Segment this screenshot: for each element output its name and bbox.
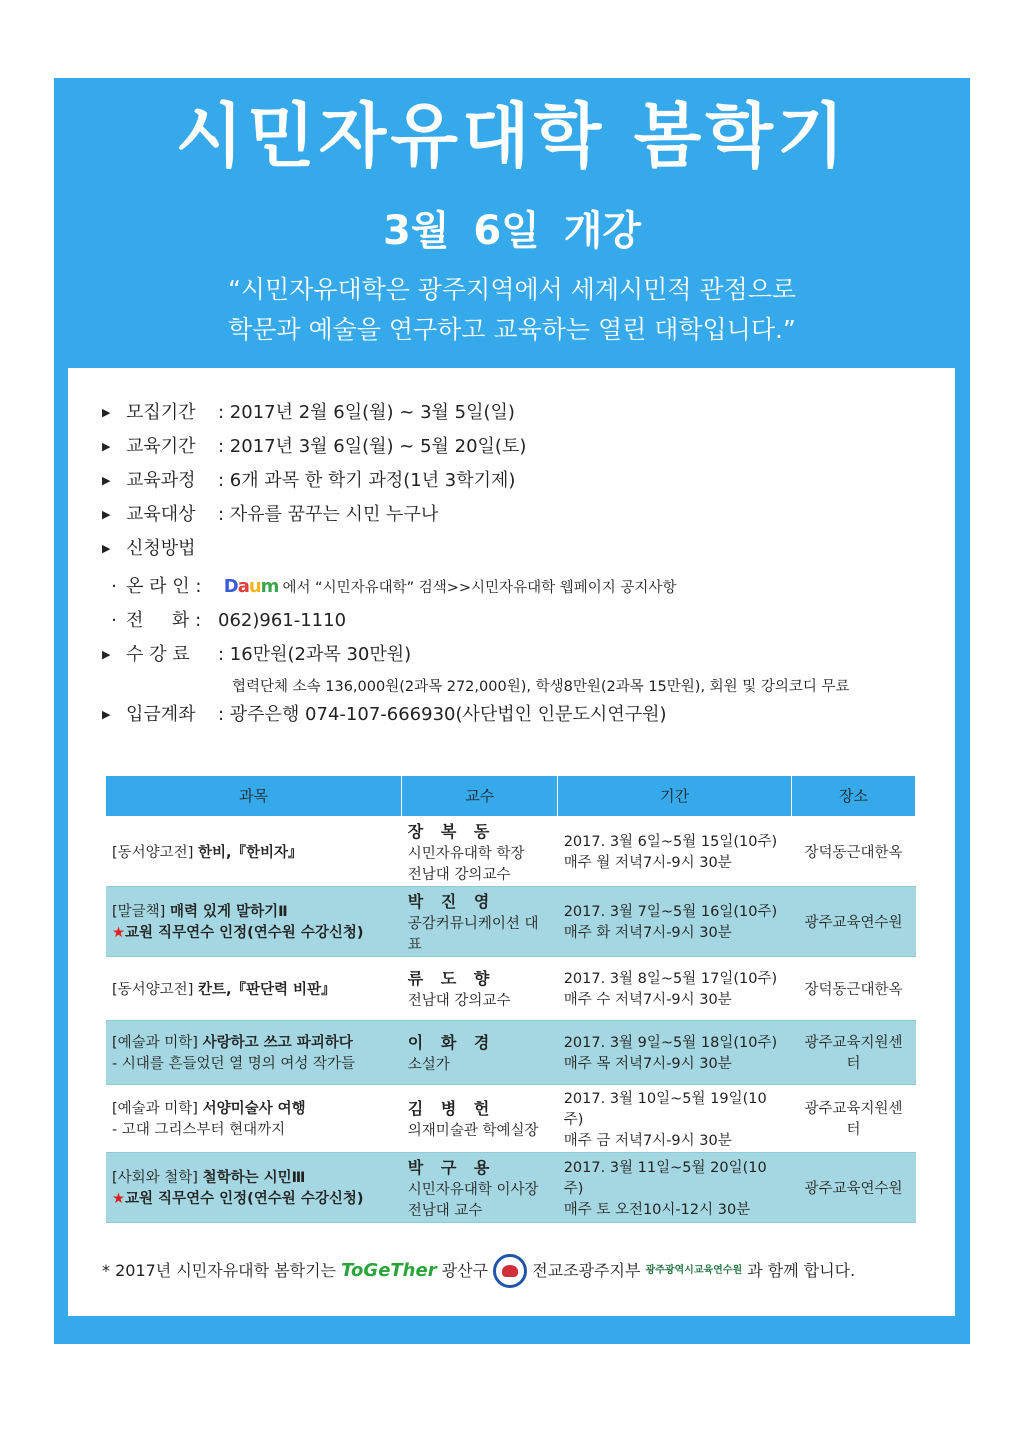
table-row	[106, 1084, 916, 1152]
subject-category: [말글책]	[112, 904, 166, 920]
professor-name: 김 병 헌	[407, 1099, 496, 1118]
together-logo: ToGeTher	[341, 1259, 437, 1281]
subject-note: - 시대를 흔들었던 열 명의 여성 작가들	[112, 1056, 355, 1072]
subject-note: ★교원 직무연수 인정(연수원 수강신청)	[112, 1191, 364, 1207]
professor-name: 박 진 영	[407, 891, 496, 911]
table-row	[106, 816, 916, 886]
subject-category: [동서양고전]	[112, 981, 194, 998]
footer-prefix: * 2017년 시민자유대학 봄학기는	[102, 1260, 336, 1280]
info-account	[102, 700, 667, 730]
place-cell: 장덕동근대한옥	[792, 956, 916, 1020]
info-label: 교육대상	[126, 504, 196, 525]
professor-info: 소설가	[407, 1057, 450, 1073]
quote-line-1: “시민자유대학은 광주지역에서 세계시민적 관점으로	[227, 275, 797, 304]
footer-suffix: 과 함께 합니다.	[747, 1260, 856, 1280]
professor-name: 장 복 동	[407, 821, 496, 841]
info-period	[102, 432, 526, 462]
subject-cell	[106, 956, 402, 1020]
intro-quote	[0, 270, 1024, 350]
info-fee-note: 협력단체 소속 136,000원(2과목 272,000원), 학생8만원(2과목 15만원), 회원 및 강의코디 무료	[232, 679, 850, 695]
professor-cell	[402, 956, 558, 1020]
bullet-icon: ▶	[102, 542, 111, 555]
bullet-icon: ▶	[102, 708, 111, 721]
course-table	[106, 776, 916, 1223]
professor-cell	[402, 1152, 558, 1222]
period-dates: 2017. 3월 10일~5월 19일(10주)	[563, 1090, 767, 1128]
professor-info: 공감커뮤니케이션 대표	[407, 915, 539, 953]
professor-name: 류 도 향	[407, 969, 496, 988]
page-subtitle: 3월 6일 개강	[382, 208, 642, 254]
period-dates: 2017. 3월 11일~5월 20일(10주)	[563, 1159, 767, 1197]
professor-info: 시민자유대학 학장	[407, 845, 525, 862]
subject-cell	[106, 816, 402, 886]
partner-union: 전교조광주지부	[532, 1260, 641, 1280]
period-dates: 2017. 3월 8일~5월 17일(10주)	[563, 971, 778, 987]
union-logo-icon	[493, 1254, 527, 1288]
info-apply	[102, 534, 218, 564]
info-phone	[102, 606, 346, 636]
info-recruit	[102, 398, 515, 428]
period-cell	[558, 1084, 792, 1152]
subject-category: [예술과 미학]	[112, 1035, 198, 1051]
info-online	[102, 572, 676, 603]
info-value: : 16만원(2과목 30만원)	[218, 644, 412, 665]
info-label: 입금계좌	[126, 704, 196, 725]
info-value: : 광주은행 074-107-666930(사단법인 인문도시연구원)	[218, 704, 667, 725]
period-dates: 2017. 3월 9일~5월 18일(10주)	[563, 1035, 778, 1051]
period-cell	[558, 956, 792, 1020]
info-label: 온 라 인 :	[126, 576, 202, 597]
subject-title: 매력 있게 말하기Ⅱ	[169, 904, 288, 920]
bullet-icon: ▶	[102, 508, 111, 521]
period-cell	[558, 1152, 792, 1222]
star-icon: ★	[112, 925, 125, 941]
place-cell: 광주교육지원센터	[792, 1020, 916, 1084]
professor-name: 이 화 경	[407, 1033, 496, 1052]
professor-info: 전남대 강의교수	[407, 993, 511, 1009]
subject-title: 사랑하고 쓰고 파괴하다	[202, 1035, 353, 1051]
place-cell: 장덕동근대한옥	[792, 816, 916, 886]
column-header: 장소	[792, 776, 916, 816]
footer-partners	[102, 1252, 922, 1288]
professor-info: 전남대 강의교수	[407, 866, 511, 883]
table-row	[106, 1152, 916, 1222]
column-header: 교수	[402, 776, 558, 816]
info-label: 모집기간	[126, 402, 196, 423]
table-header-row	[106, 776, 916, 816]
subject-title: 한비,『한비자』	[197, 844, 303, 861]
period-time: 매주 토 오전10시-12시 30분	[563, 1201, 751, 1218]
professor-info: 시민자유대학 이사장	[407, 1181, 539, 1198]
place-cell: 광주교육지원센터	[792, 1084, 916, 1152]
period-cell	[558, 886, 792, 956]
info-value: : 6개 과목 한 학기 과정(1년 3학기제)	[218, 470, 516, 491]
partner-gwangsan: 광산구	[441, 1260, 489, 1280]
period-cell	[558, 816, 792, 886]
period-time: 매주 금 저녁7시-9시 30분	[563, 1132, 732, 1149]
subject-title: 철학하는 시민Ⅲ	[202, 1170, 306, 1186]
period-time: 매주 화 저녁7시-9시 30분	[563, 925, 732, 941]
professor-info: 의재미술관 학예실장	[407, 1123, 539, 1139]
info-label: 교육기간	[126, 436, 196, 457]
info-value: 062)961-1110	[218, 610, 347, 631]
quote-line-2: 학문과 예술을 연구하고 교육하는 열린 대학입니다.”	[228, 315, 796, 344]
professor-cell	[402, 1084, 558, 1152]
info-label: 수 강 료	[126, 644, 190, 665]
table-row	[106, 956, 916, 1020]
subject-cell	[106, 886, 402, 956]
period-time: 매주 목 저녁7시-9시 30분	[563, 1056, 732, 1072]
bullet-icon: ▶	[102, 406, 111, 419]
professor-cell	[402, 886, 558, 956]
column-header: 기간	[558, 776, 792, 816]
bullet-icon: ▶	[102, 474, 111, 487]
info-label: 신청방법	[126, 538, 196, 559]
subject-cell	[106, 1020, 402, 1084]
info-value: : 2017년 2월 6일(월) ~ 3월 5일(일)	[218, 402, 515, 423]
subject-cell	[106, 1152, 402, 1222]
period-dates: 2017. 3월 7일~5월 16일(10주)	[563, 904, 778, 920]
subject-category: [예술과 미학]	[112, 1101, 198, 1117]
info-label: 전 화 :	[126, 610, 202, 631]
subject-category: [사회와 철학]	[112, 1170, 198, 1186]
subject-note: ★교원 직무연수 인정(연수원 수강신청)	[112, 925, 364, 941]
subject-cell	[106, 1084, 402, 1152]
education-institute-logo: 광주광역시교육연수원	[645, 1264, 743, 1276]
professor-cell	[402, 1020, 558, 1084]
daum-logo: Daum	[223, 576, 279, 597]
star-icon: ★	[112, 1191, 125, 1207]
info-target	[102, 500, 438, 530]
info-fee	[102, 640, 411, 670]
bullet-icon: ▶	[102, 648, 111, 661]
info-label: 교육과정	[126, 470, 196, 491]
table-row	[106, 886, 916, 956]
page-title: 시민자유대학 봄학기	[175, 95, 849, 177]
middle-dot-icon: ·	[111, 610, 117, 631]
subject-title: 서양미술사 여행	[202, 1101, 306, 1117]
subject-title: 칸트,『판단력 비판』	[197, 981, 336, 998]
column-header: 과목	[106, 776, 402, 816]
table-row	[106, 1020, 916, 1084]
middle-dot-icon: ·	[111, 576, 117, 597]
professor-info: 전남대 교수	[407, 1202, 483, 1219]
place-cell: 광주교육연수원	[792, 886, 916, 956]
info-course	[102, 466, 515, 496]
period-time: 매주 월 저녁7시-9시 30분	[563, 855, 732, 871]
professor-name: 박 구 용	[407, 1157, 496, 1177]
period-cell	[558, 1020, 792, 1084]
subject-note: - 고대 그리스부터 현대까지	[112, 1122, 286, 1138]
place-cell: 광주교육연수원	[792, 1152, 916, 1222]
subject-category: [동서양고전]	[112, 844, 194, 861]
professor-cell	[402, 816, 558, 886]
info-value: : 2017년 3월 6일(월) ~ 5월 20일(토)	[218, 436, 527, 457]
period-dates: 2017. 3월 6일~5월 15일(10주)	[563, 834, 778, 850]
info-value: : 자유를 꿈꾸는 시민 누구나	[218, 504, 439, 525]
bullet-icon: ▶	[102, 440, 111, 453]
info-value: 에서 “시민자유대학” 검색>>시민자유대학 웹페이지 공지사항	[282, 580, 677, 596]
period-time: 매주 수 저녁7시-9시 30분	[563, 992, 732, 1008]
